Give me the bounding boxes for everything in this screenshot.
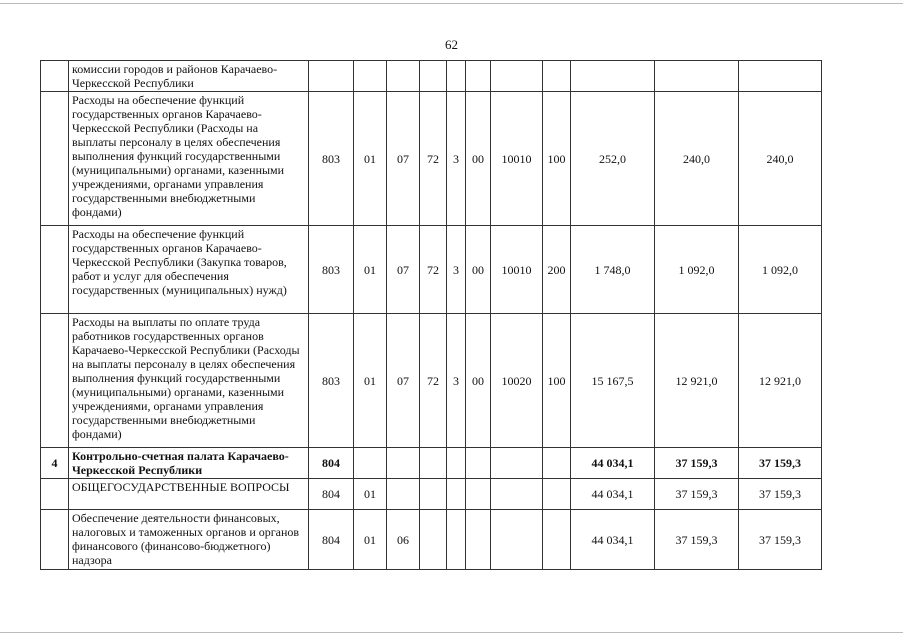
cell-p1	[420, 448, 447, 479]
cell-s3: 12 921,0	[739, 314, 822, 448]
cell-p2	[447, 510, 466, 570]
cell-name: Контрольно-счетная палата Карачаево-Черкесской Республики	[69, 448, 309, 479]
cell-rz	[354, 448, 387, 479]
cell-p4	[491, 61, 543, 92]
cell-no	[41, 61, 69, 92]
cell-rz: 01	[354, 226, 387, 314]
cell-s1: 44 034,1	[571, 448, 655, 479]
cell-ved: 803	[309, 314, 354, 448]
cell-s2: 1 092,0	[655, 226, 739, 314]
table-row	[41, 510, 822, 570]
cell-vr	[543, 448, 571, 479]
cell-no	[41, 92, 69, 226]
cell-s2: 12 921,0	[655, 314, 739, 448]
table-row	[41, 61, 822, 92]
cell-no	[41, 314, 69, 448]
cell-ved: 804	[309, 479, 354, 510]
cell-pr	[387, 448, 420, 479]
cell-ved	[309, 61, 354, 92]
cell-rz: 01	[354, 314, 387, 448]
cell-no	[41, 510, 69, 570]
cell-s2: 37 159,3	[655, 479, 739, 510]
table-row	[41, 314, 822, 448]
cell-vr	[543, 510, 571, 570]
table-row	[41, 448, 822, 479]
cell-s1: 44 034,1	[571, 510, 655, 570]
cell-rz: 01	[354, 479, 387, 510]
cell-p1: 72	[420, 226, 447, 314]
cell-s3: 1 092,0	[739, 226, 822, 314]
scan-edge-top	[0, 3, 903, 4]
table-row	[41, 92, 822, 226]
cell-p2: 3	[447, 314, 466, 448]
cell-p4: 10020	[491, 314, 543, 448]
cell-ved: 803	[309, 226, 354, 314]
cell-p4	[491, 448, 543, 479]
cell-s1: 1 748,0	[571, 226, 655, 314]
cell-p2	[447, 479, 466, 510]
cell-s1: 252,0	[571, 92, 655, 226]
cell-name: Расходы на обеспечение функций государственных органов Карачаево-Черкесской Республики (Расходы на выплаты персоналу в целях обеспечения выполнения функций государственными (муниципальными) органами, казенными учреждениями, органами управления государственными внебюджетными фондами)	[69, 92, 309, 226]
cell-p2: 3	[447, 92, 466, 226]
cell-pr	[387, 479, 420, 510]
cell-rz	[354, 61, 387, 92]
cell-s2: 37 159,3	[655, 510, 739, 570]
table-body	[41, 61, 822, 570]
cell-ved: 804	[309, 510, 354, 570]
cell-name: Обеспечение деятельности финансовых, налоговых и таможенных органов и органов финансового (финансово-бюджетного) надзора	[69, 510, 309, 570]
cell-p1: 72	[420, 92, 447, 226]
cell-pr: 07	[387, 92, 420, 226]
cell-p3	[466, 510, 491, 570]
cell-vr: 100	[543, 92, 571, 226]
cell-name: ОБЩЕГОСУДАРСТВЕННЫЕ ВОПРОСЫ	[69, 479, 309, 510]
cell-s1	[571, 61, 655, 92]
cell-s1: 44 034,1	[571, 479, 655, 510]
cell-p1	[420, 61, 447, 92]
cell-p4: 10010	[491, 92, 543, 226]
cell-p2	[447, 61, 466, 92]
cell-pr: 07	[387, 226, 420, 314]
cell-vr	[543, 61, 571, 92]
table-row	[41, 479, 822, 510]
page-number: 62	[445, 37, 458, 52]
cell-name: Расходы на выплаты по оплате труда работников государственных органов Карачаево-Черкесской Республики (Расходы на выплаты персоналу в целях обеспечения выполнения функций государственными (муниципальными) органами, казенными учреждениями, органами управления государственными внебюджетными фондами)	[69, 314, 309, 448]
cell-s3: 240,0	[739, 92, 822, 226]
cell-s2: 37 159,3	[655, 448, 739, 479]
cell-name: Расходы на обеспечение функций государственных органов Карачаево-Черкесской Республики (Закупка товаров, работ и услуг для обеспечения государственных (муниципальных) нужд)	[69, 226, 309, 314]
cell-pr: 06	[387, 510, 420, 570]
cell-s3	[739, 61, 822, 92]
cell-p1	[420, 479, 447, 510]
cell-s2	[655, 61, 739, 92]
cell-name: комиссии городов и районов Карачаево-Черкесской Республики	[69, 61, 309, 92]
cell-p3: 00	[466, 226, 491, 314]
cell-ved: 804	[309, 448, 354, 479]
cell-ved: 803	[309, 92, 354, 226]
cell-s2: 240,0	[655, 92, 739, 226]
cell-p3	[466, 448, 491, 479]
cell-no: 4	[41, 448, 69, 479]
cell-p4	[491, 479, 543, 510]
table-row	[41, 226, 822, 314]
scan-edge-bottom	[0, 632, 903, 633]
cell-pr: 07	[387, 314, 420, 448]
cell-pr	[387, 61, 420, 92]
cell-s1: 15 167,5	[571, 314, 655, 448]
budget-table	[40, 60, 822, 570]
cell-p3	[466, 61, 491, 92]
cell-s3: 37 159,3	[739, 479, 822, 510]
cell-p3: 00	[466, 314, 491, 448]
cell-p4: 10010	[491, 226, 543, 314]
cell-p2: 3	[447, 226, 466, 314]
cell-vr: 100	[543, 314, 571, 448]
cell-vr: 200	[543, 226, 571, 314]
cell-p3	[466, 479, 491, 510]
cell-no	[41, 479, 69, 510]
cell-p2	[447, 448, 466, 479]
cell-p4	[491, 510, 543, 570]
cell-p1	[420, 510, 447, 570]
cell-vr	[543, 479, 571, 510]
cell-s3: 37 159,3	[739, 448, 822, 479]
cell-p1: 72	[420, 314, 447, 448]
cell-rz: 01	[354, 92, 387, 226]
cell-s3: 37 159,3	[739, 510, 822, 570]
cell-rz: 01	[354, 510, 387, 570]
cell-p3: 00	[466, 92, 491, 226]
cell-no	[41, 226, 69, 314]
